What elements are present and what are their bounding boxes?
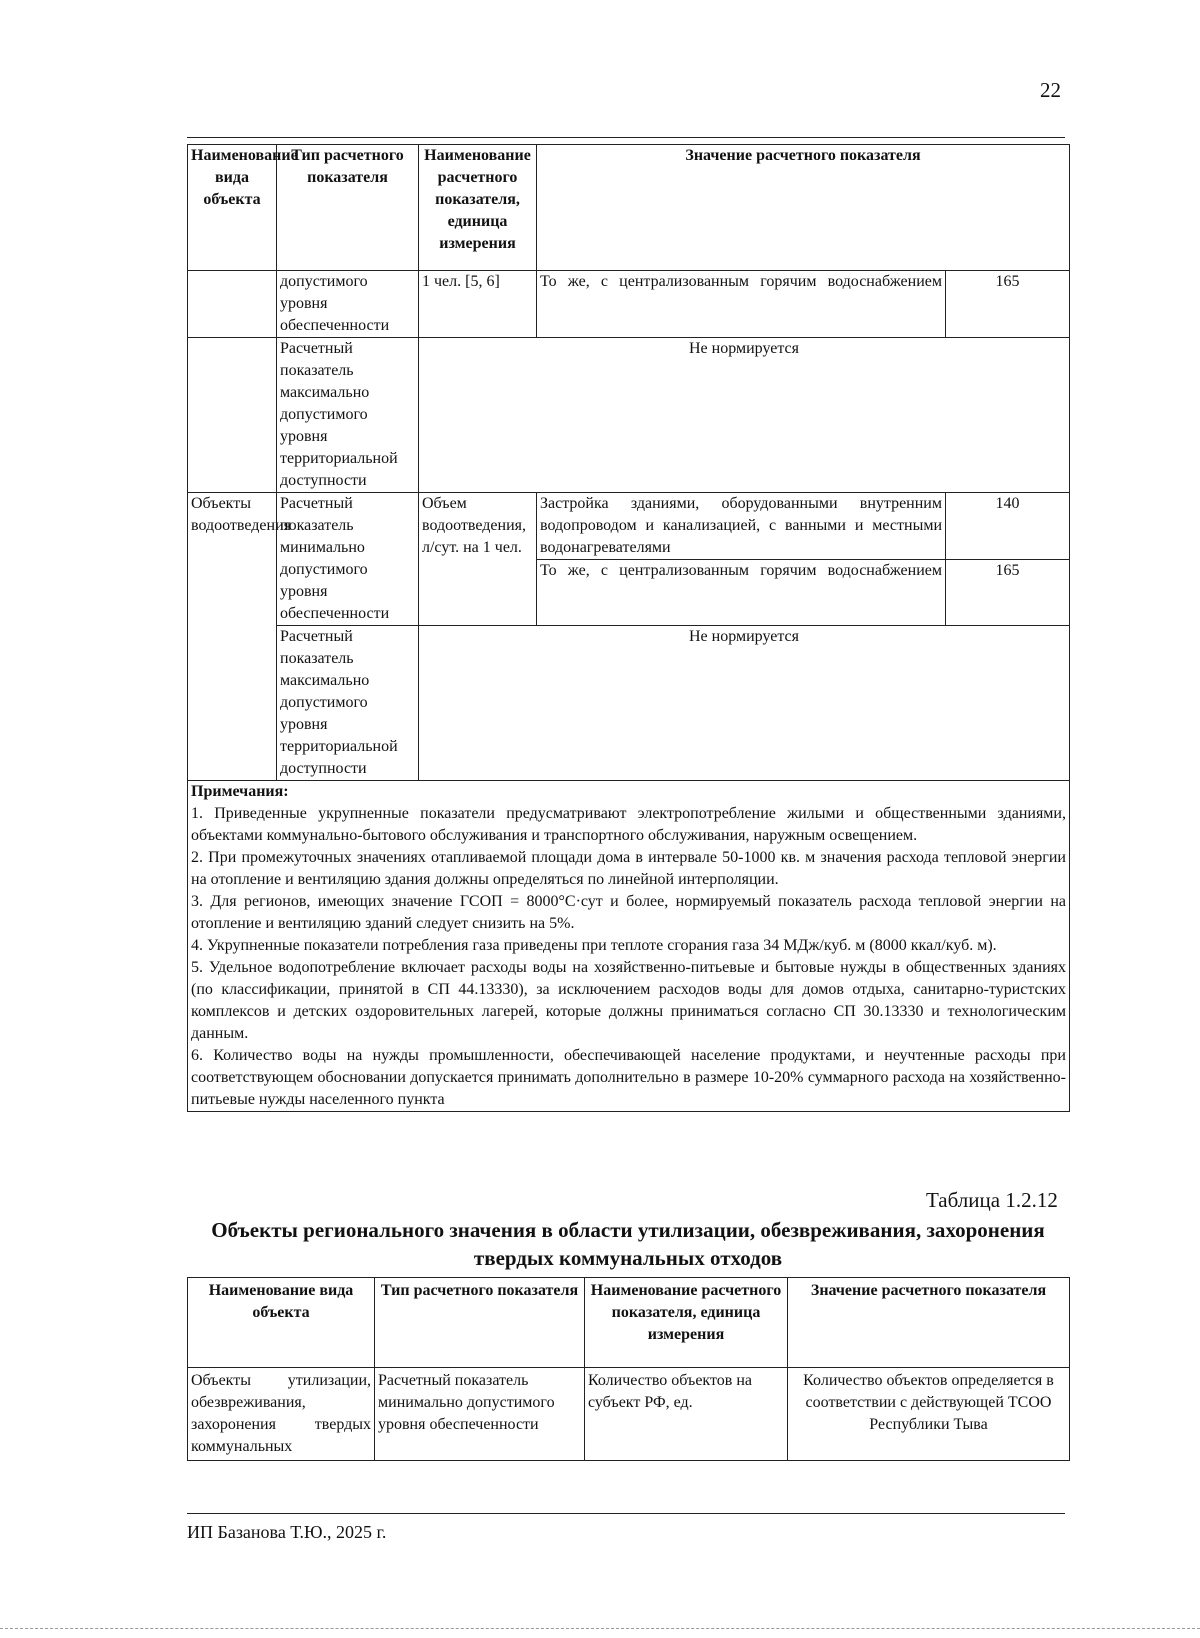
indicator-name-cell: 1 чел. [5, 6] (419, 271, 537, 338)
header-indicator-type: Тип расчетного показателя (375, 1278, 585, 1368)
note-item: 6. Количество воды на нужды промышленности, обеспечивающей население продуктами, и неучтенные расходы при соответствующем обосновании допускается принимать дополнительно в размере 10-20% суммарного расхода на хозяйственно-питьевые нужды населенного пункта (191, 1047, 1066, 1108)
note-item: 4. Укрупненные показатели потребления газа приведены при теплоте сгорания газа 34 МДж/куб. м (8000 ккал/куб. м). (191, 937, 997, 954)
object-cell (188, 338, 277, 493)
indicator-desc-cell: Застройка зданиями, оборудованными внутренним водопроводом и канализацией, с ванными и местными водонагревателями (537, 493, 946, 560)
indicator-name-cell: Объем водоотведения, л/сут. на 1 чел. (419, 493, 537, 626)
indicator-type-cell: Расчетный показатель максимально допустимого уровня территориальной доступности (277, 626, 419, 781)
notes-title: Примечания: (191, 783, 289, 800)
table-row (188, 271, 1070, 338)
page-number: 22 (1040, 78, 1061, 102)
indicator-value-cell: Не нормируется (419, 626, 1070, 781)
table-row (188, 493, 1070, 560)
object-cell: Объекты водоотведения (188, 493, 277, 781)
indicator-type-cell: Расчетный показатель минимально допустимого уровня обеспеченности (375, 1368, 585, 1461)
waste-objects-table (187, 1277, 1070, 1461)
notes-cell (188, 781, 1070, 1112)
header-indicator-type: Тип расчетного показателя (277, 145, 419, 271)
note-item: 5. Удельное водопотребление включает расходы воды на хозяйственно-питьевые и бытовые нужды в общественных зданиях (по классификации, принятой в СП 44.13330), за исключением расходов воды для домов отдыха, санитарно-туристских комплексов и детских оздоровительных лагерей, которые должны приниматься согласно СП 30.13330 и технологическим данным. (191, 959, 1066, 1042)
indicator-desc-cell: То же, с централизованным горячим водоснабжением (537, 271, 946, 338)
indicator-desc-cell: То же, с централизованным горячим водоснабжением (537, 560, 946, 626)
top-rule (187, 137, 1065, 138)
header-object-type: Наименование вида объекта (188, 1278, 375, 1368)
table-header-row (188, 145, 1070, 271)
indicator-type-cell: допустимого уровня обеспеченности (277, 271, 419, 338)
header-indicator-name: Наименование расчетного показателя, единица измерения (585, 1278, 788, 1368)
notes-row (188, 781, 1070, 1112)
note-item: 3. Для регионов, имеющих значение ГСОП = 8000°С·сут и более, нормируемый показатель расхода тепловой энергии на отопление и вентиляцию зданий следует снизить на 5%. (191, 893, 1066, 932)
section-title: Объекты регионального значения в области утилизации, обезвреживания, захоронения твердых коммунальных отходов (211, 1218, 1045, 1270)
footer-rule (187, 1513, 1065, 1514)
table-header-row (188, 1278, 1070, 1368)
note-item: 2. При промежуточных значениях отапливаемой площади дома в интервале 50-1000 кв. м значения расхода тепловой энергии на отопление и вентиляцию здания должны определяться по линейной интерполяции. (191, 849, 1066, 888)
table-row (188, 1368, 1070, 1461)
indicator-value-cell: Количество объектов определяется в соответствии с действующей ТСОО Республики Тыва (788, 1368, 1070, 1461)
footer-text: ИП Базанова Т.Ю., 2025 г. (187, 1522, 387, 1542)
indicator-type-cell: Расчетный показатель минимально допустимого уровня обеспеченности (277, 493, 419, 626)
table-label: Таблица 1.2.12 (926, 1188, 1058, 1212)
header-indicator-name: Наименование расчетного показателя, единица измерения (419, 145, 537, 271)
header-indicator-value: Значение расчетного показателя (788, 1278, 1070, 1368)
table-row (188, 338, 1070, 493)
note-item: 1. Приведенные укрупненные показатели предусматривают электропотребление жилыми и общественными зданиями, объектами коммунально-бытового обслуживания и транспортного обслуживания, наружным освещением. (191, 805, 1066, 844)
indicator-value-cell: Не нормируется (419, 338, 1070, 493)
indicator-value-cell: 165 (946, 271, 1070, 338)
indicator-name-cell: Количество объектов на субъект РФ, ед. (585, 1368, 788, 1461)
indicator-value-cell: 165 (946, 560, 1070, 626)
indicator-type-cell: Расчетный показатель максимально допустимого уровня территориальной доступности (277, 338, 419, 493)
indicators-table (187, 144, 1070, 1112)
object-cell (188, 271, 277, 338)
scan-edge-line (0, 1628, 1200, 1629)
header-indicator-value: Значение расчетного показателя (537, 145, 1070, 271)
object-cell: Объекты утилизации, обезвреживания, захоронения твердых коммунальных (188, 1368, 375, 1461)
table-row (188, 626, 1070, 781)
indicator-value-cell: 140 (946, 493, 1070, 560)
header-object-type: Наименование вида объекта (188, 145, 277, 271)
